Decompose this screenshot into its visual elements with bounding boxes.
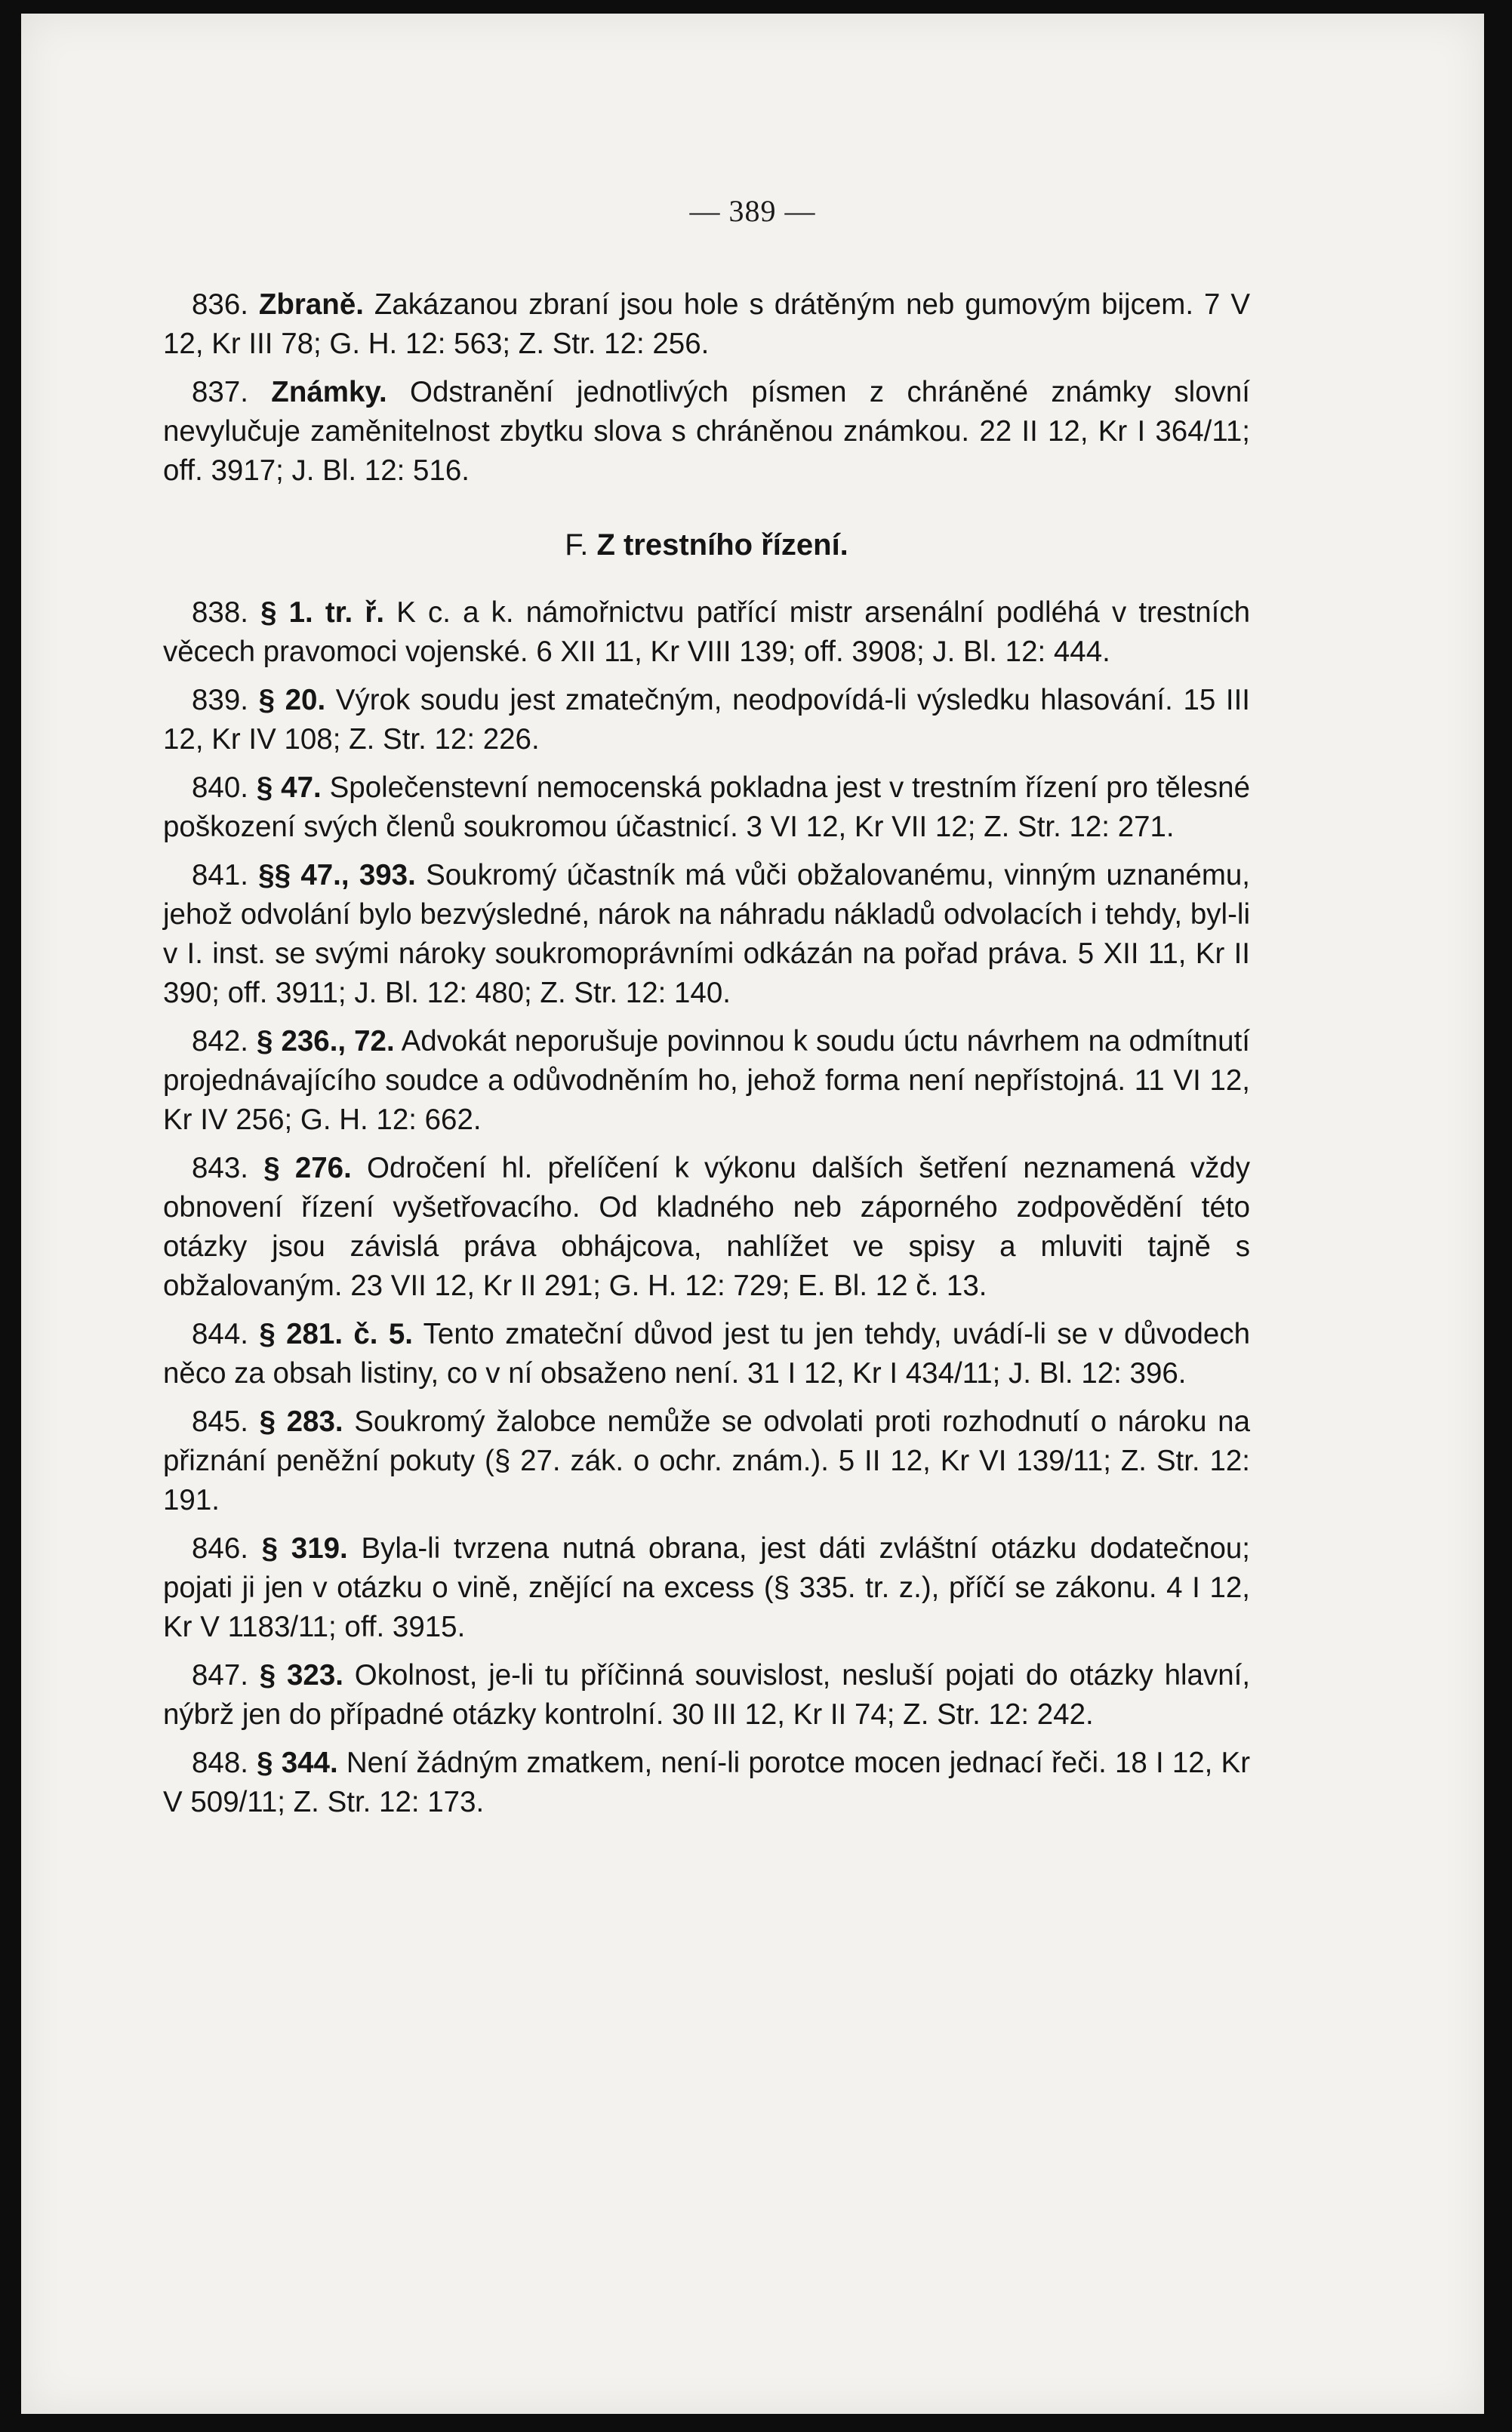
entry-heading: § 1. tr. ř. (260, 596, 385, 629)
entry-number: 842. (192, 1025, 248, 1057)
entry-paragraph (163, 593, 1250, 672)
entry-paragraph (163, 1402, 1250, 1520)
entry-heading: § 20. (258, 684, 326, 716)
entry-text: Není žádným zmatkem, není-li porotce mocen jednací řeči. 18 I 12, Kr V 509/11; Z. Str. 12: 173. (163, 1747, 1251, 1818)
entry-text: Advokát neporušuje povinnou k soudu úctu návrhem na odmítnutí projednávajícího soudce a odůvodněním ho, jehož forma není nepřístojná. 11 VI 12, Kr IV 256; G. H. 12: 662. (163, 1025, 1250, 1136)
entry-number: 848. (192, 1747, 248, 1779)
book-page (21, 14, 1484, 2414)
section-title: Z trestního řízení. (596, 528, 848, 562)
entry-number: 839. (192, 684, 248, 716)
entry-text: Společenstevní nemocenská pokladna jest v trestním řízení pro tělesné poškození svých členů soukromou účastnicí. 3 VI 12, Kr VII 12; Z. Str. 12: 271. (163, 771, 1251, 843)
entry-number: 847. (192, 1659, 248, 1692)
entry-text: K c. a k. námořnictvu patřící mistr arsenální podléhá v trestních věcech pravomoci vojenské. 6 XII 11, Kr VIII 139; off. 3908; J. Bl. 12: 444. (163, 596, 1250, 668)
entry-text: Soukromý účastník má vůči obžalovanému, vinným uznanému, jehož odvolání bylo bezvýsledné, nárok na náhradu nákladů odvolacích i tehdy, byl-li v I. inst. se svými nároky soukromoprávními odkázán na pořad práva. 5 XII 11, Kr II 390; off. 3911; J. Bl. 12: 480; Z. Str. 12: 140. (163, 859, 1251, 1009)
entries-after (163, 593, 1250, 1822)
entry-number: 841. (192, 859, 248, 891)
entry-text: Odročení hl. přelíčení k výkonu dalších šetření neznamená vždy obnovení řízení vyšetřovacího. Od kladného neb záporného zodpovědění této otázky jsou závislá práva obhájcova, nahlížet ve spisy a mluviti tajně s obžalovaným. 23 VII 12, Kr II 291; G. H. 12: 729; E. Bl. 12 č. 13. (163, 1152, 1250, 1302)
entry-paragraph (163, 1656, 1250, 1735)
entry-heading: § 319. (261, 1532, 348, 1565)
entry-text: Odstranění jednotlivých písmen z chráněné známky slovní nevylučuje zaměnitelnost zbytku slova s chráněnou známkou. 22 II 12, Kr I 364/11; off. 3917; J. Bl. 12: 516. (163, 376, 1250, 487)
entry-paragraph (163, 1149, 1250, 1306)
entry-number: 840. (192, 771, 248, 804)
entry-number: 843. (192, 1152, 248, 1184)
entry-paragraph (163, 1022, 1250, 1140)
entry-number: 837. (192, 376, 248, 408)
entry-paragraph (163, 856, 1250, 1013)
section-heading (163, 525, 1250, 565)
entry-paragraph (163, 1744, 1250, 1822)
entry-heading: Známky. (271, 376, 387, 408)
entry-heading: § 281. č. 5. (259, 1318, 413, 1350)
entry-heading: § 323. (259, 1659, 343, 1692)
entry-heading: § 344. (257, 1747, 338, 1779)
entry-number: 845. (192, 1405, 248, 1438)
entry-paragraph (163, 1315, 1250, 1393)
entry-text: Tento zmateční důvod jest tu jen tehdy, uvádí-li se v důvodech něco za obsah listiny, co v ní obsaženo není. 31 I 12, Kr I 434/11; J. Bl. 12: 396. (163, 1318, 1250, 1390)
entry-number: 846. (192, 1532, 248, 1565)
section-letter: F. (565, 528, 589, 562)
entry-text: Soukromý žalobce nemůže se odvolati proti rozhodnutí o nároku na přiznání peněžní pokuty (§ 27. zák. o ochr. znám.). 5 II 12, Kr VI 139/11; Z. Str. 12: 191. (163, 1405, 1251, 1516)
entry-paragraph (163, 285, 1250, 364)
entry-text: Byla-li tvrzena nutná obrana, jest dáti zvláštní otázku dodatečnou; pojati ji jen v otázku o vině, znějící na excess (§ 335. tr. z.), příčí se zákonu. 4 I 12, Kr V 1183/11; off. 3915. (163, 1532, 1250, 1643)
entry-heading: § 236., 72. (257, 1025, 395, 1057)
entry-heading: § 47. (256, 771, 322, 804)
entry-heading: § 283. (259, 1405, 343, 1438)
entry-paragraph (163, 768, 1250, 847)
entry-paragraph (163, 681, 1250, 759)
entry-number: 844. (192, 1318, 248, 1350)
entry-heading: § 276. (263, 1152, 352, 1184)
page-number: — 389 — (689, 194, 816, 228)
entry-number: 838. (192, 596, 248, 629)
entry-text: Výrok soudu jest zmatečným, neodpovídá-li výsledku hlasování. 15 III 12, Kr IV 108; Z. Str. 12: 226. (163, 684, 1250, 756)
entry-heading: Zbraně. (258, 288, 364, 321)
page-content (163, 285, 1250, 1831)
entry-text: Okolnost, je-li tu příčinná souvislost, nesluší pojati do otázky hlavní, nýbrž jen do případné otázky kontrolní. 30 III 12, Kr II 74; Z. Str. 12: 242. (163, 1659, 1251, 1731)
entry-paragraph (163, 1529, 1250, 1647)
entry-number: 836. (192, 288, 248, 321)
entry-paragraph (163, 373, 1250, 491)
entries-before (163, 285, 1250, 491)
entry-heading: §§ 47., 393. (258, 859, 416, 891)
entry-text: Zakázanou zbraní jsou hole s drátěným neb gumovým bijcem. 7 V 12, Kr III 78; G. H. 12: 563; Z. Str. 12: 256. (163, 288, 1250, 360)
